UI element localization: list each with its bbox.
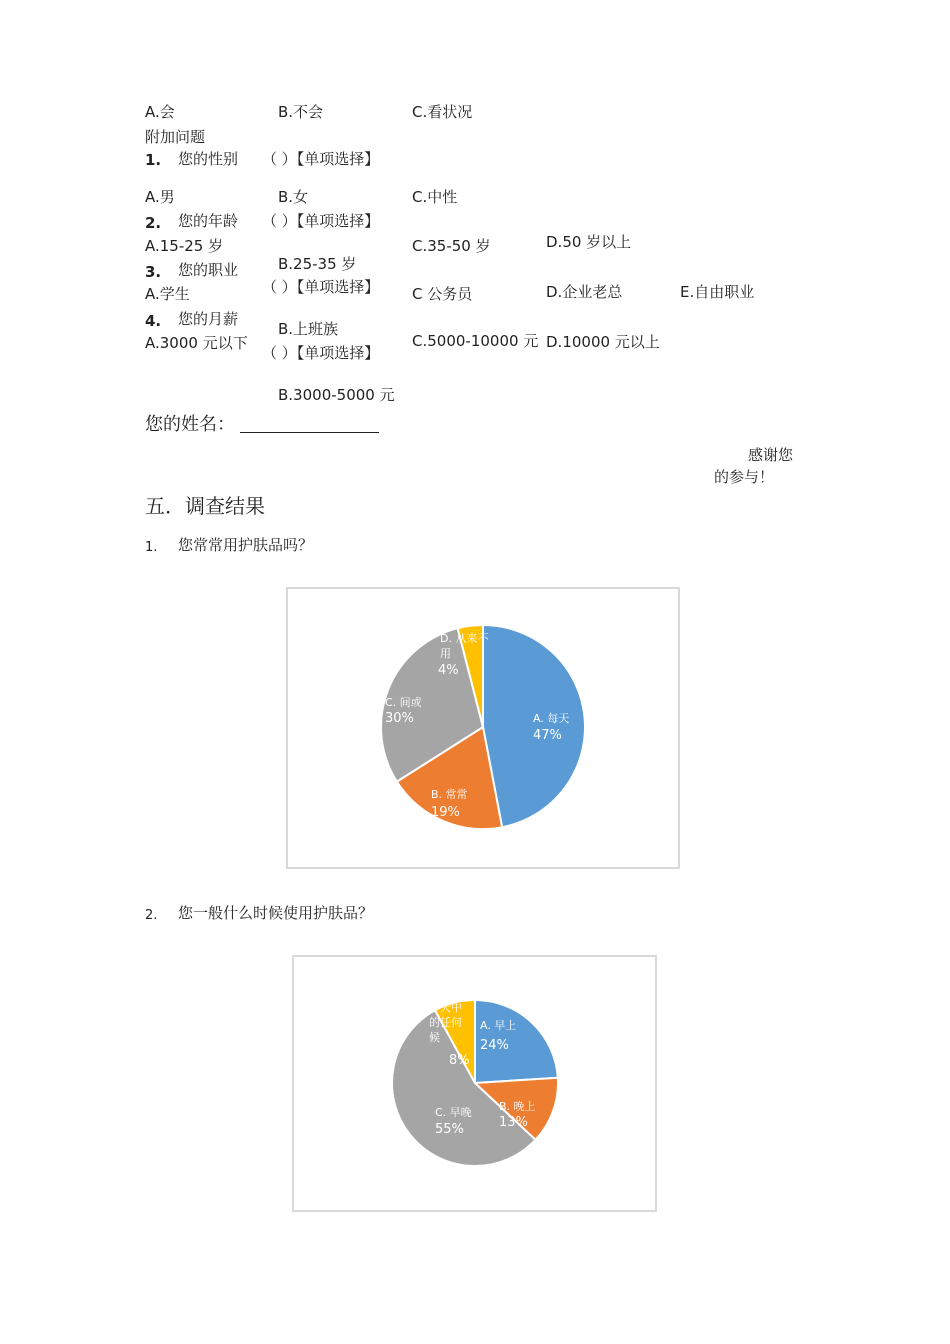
chart-2-label-3: 候 <box>429 1031 440 1044</box>
q3-option-d: D.企业老总 <box>546 283 623 301</box>
chart-2-label-2: C. 早晚 <box>435 1106 472 1119</box>
q2-bracket: （ ）【单项选择】 <box>262 212 380 230</box>
q1-text: 您的性别 <box>178 150 239 168</box>
q4-option-d: D.10000 元以上 <box>546 333 660 351</box>
chart-1-label-3: D. 从来不 <box>440 632 489 645</box>
q3-text: 您的职业 <box>178 261 239 279</box>
q4-option-c: C.5000-10000 元 <box>412 332 539 350</box>
chart-1-value-0: 47% <box>533 728 562 743</box>
q2-option-c: C.35-50 岁 <box>412 237 491 255</box>
section-title: 五．调查结果 <box>145 494 265 518</box>
prev-option-c: C.看状况 <box>412 103 473 121</box>
chart-1-value-3: 4% <box>438 663 459 678</box>
q2-text: 您的年龄 <box>178 212 239 230</box>
q3-option-a: A.学生 <box>145 285 190 303</box>
q3-option-e: E.自由职业 <box>680 283 755 301</box>
name-blank-line[interactable] <box>240 432 379 433</box>
chart-1-frame <box>286 587 680 869</box>
chart-2-value-3: 8% <box>449 1053 470 1068</box>
q3-number: 3. <box>145 263 162 281</box>
prev-option-a: A.会 <box>145 103 175 121</box>
q4-option-a: A.3000 元以下 <box>145 334 248 352</box>
q1-number: 1. <box>145 151 162 169</box>
q1-option-a: A.男 <box>145 188 175 206</box>
chart-1-label-2: C. 间或 <box>385 696 422 709</box>
q4-number: 4. <box>145 312 162 330</box>
q3-option-b: B.上班族 <box>278 320 339 338</box>
q4-text: 您的月薪 <box>178 310 239 328</box>
result2-question: 您一般什么时候使用护肤品？ <box>178 904 374 922</box>
chart-2-frame <box>292 955 657 1212</box>
q4-option-b: B.3000-5000 元 <box>278 386 395 404</box>
chart-2-value-0: 24% <box>480 1038 509 1053</box>
chart-2-value-1: 13% <box>499 1115 528 1130</box>
result1-question: 您常常用护肤品吗？ <box>178 536 314 554</box>
chart-1 <box>288 589 682 871</box>
thanks-line-2: 的参与！ <box>714 468 775 486</box>
chart-2-value-2: 55% <box>435 1122 464 1137</box>
q1-option-c: C.中性 <box>412 188 458 206</box>
extra-questions-title: 附加问题 <box>145 128 206 146</box>
result2-number: 2. <box>145 908 158 923</box>
chart-1-label-1: B. 常常 <box>431 788 468 801</box>
prev-option-b: B.不会 <box>278 103 324 121</box>
q2-number: 2. <box>145 214 162 232</box>
q2-option-d: D.50 岁以上 <box>546 233 632 251</box>
chart-1-value-2: 30% <box>385 711 414 726</box>
q3-option-c: C 公务员 <box>412 285 473 303</box>
q4-bracket: （ ）【单项选择】 <box>262 344 380 362</box>
chart-1-value-1: 19% <box>431 805 460 820</box>
thanks-line-1: 感谢您 <box>748 446 794 464</box>
chart-2-label-3: 的任何 <box>429 1016 462 1029</box>
q1-bracket: （ ）【单项选择】 <box>262 150 380 168</box>
q3-bracket: （ ）【单项选择】 <box>262 278 380 296</box>
name-label: 您的姓名： <box>145 414 235 435</box>
chart-2 <box>294 957 659 1214</box>
chart-2-label-3: 一天中 <box>429 1001 462 1014</box>
q2-option-b: B.25-35 岁 <box>278 255 357 273</box>
result1-number: 1. <box>145 540 158 555</box>
q2-option-a: A.15-25 岁 <box>145 237 224 255</box>
chart-1-slice-0 <box>483 625 585 827</box>
chart-1-label-3: 用 <box>440 647 451 660</box>
q1-option-b: B.女 <box>278 188 309 206</box>
chart-2-label-0: A. 早上 <box>480 1019 517 1032</box>
chart-1-label-0: A. 每天 <box>533 712 570 725</box>
chart-2-label-1: B. 晚上 <box>499 1100 536 1113</box>
